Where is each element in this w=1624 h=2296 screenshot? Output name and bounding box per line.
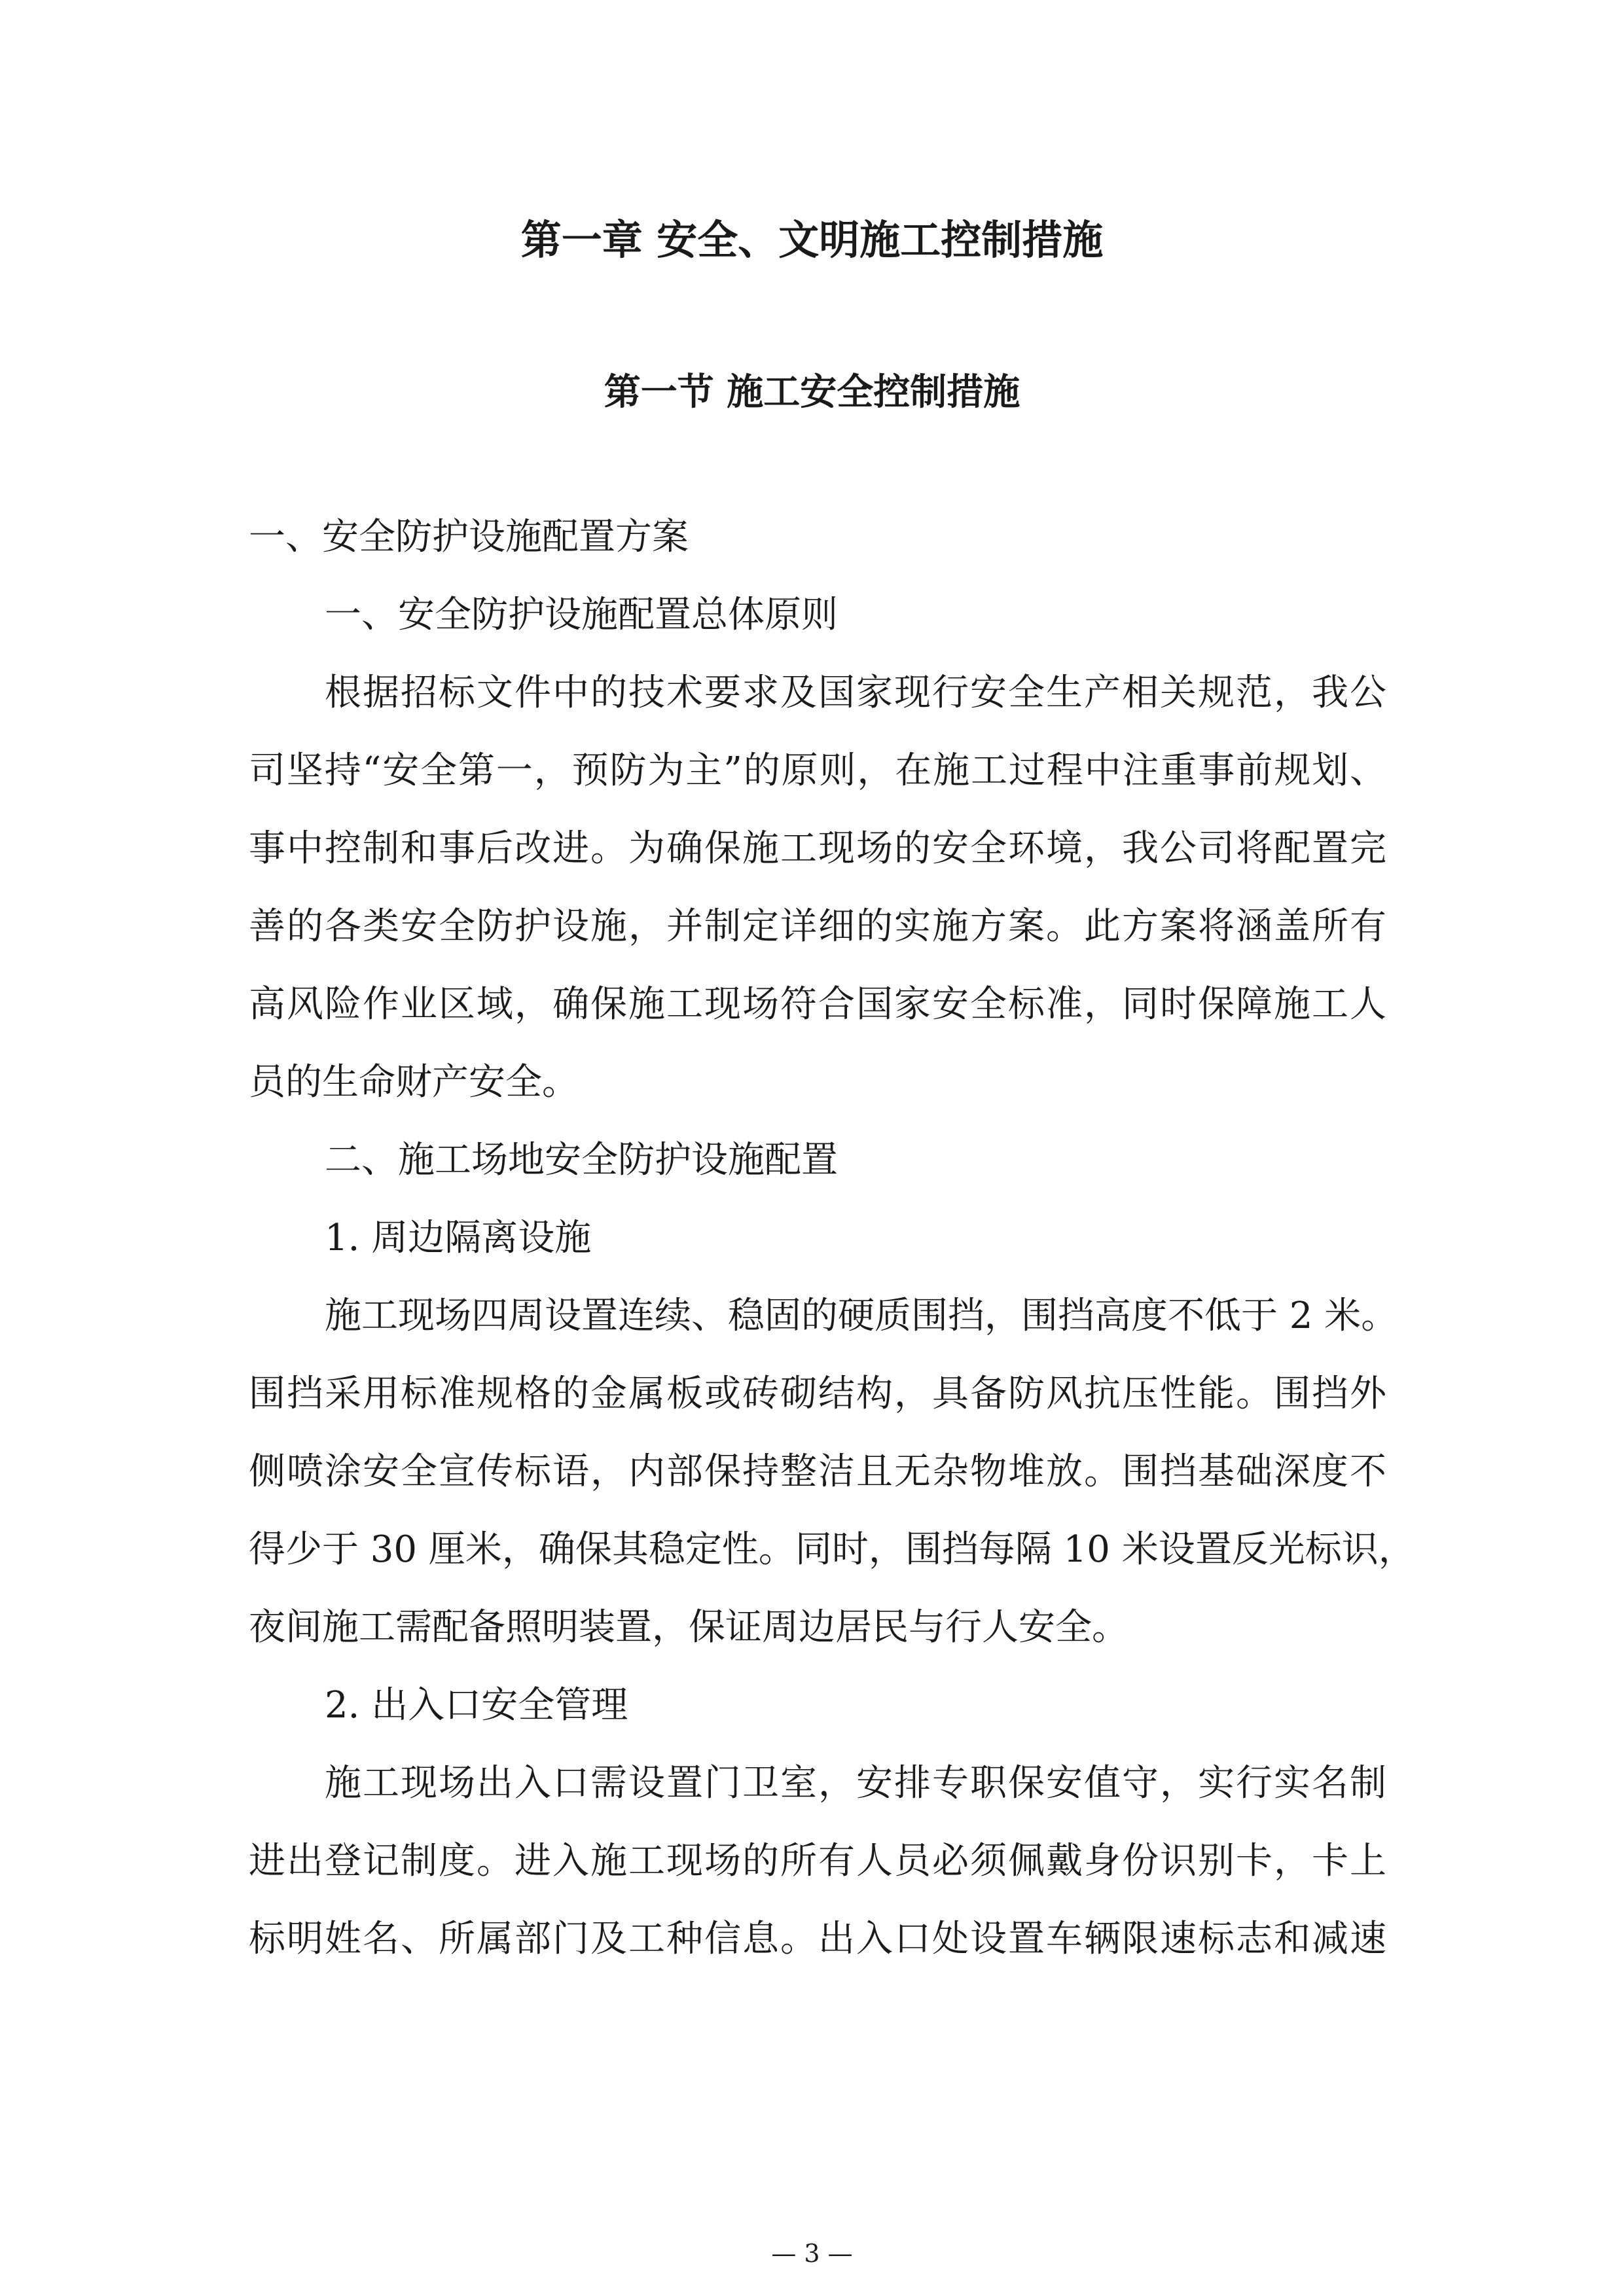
paragraph-1-line: 员的生命财产安全。 [249,1061,579,1103]
heading-1-1: 一、安全防护设施配置总体原则 [325,594,838,636]
paragraph-2-line: 夜间施工需配备照明装置，保证周边居民与行人安全。 [249,1606,1128,1649]
section-title: 第一节 施工安全控制措施 [604,371,1020,414]
heading-1-2: 二、施工场地安全防护设施配置 [325,1139,838,1181]
paragraph-1-line: 高风险作业区域，确保施工现场符合国家安全标准，同时保障施工人 [249,983,1386,1026]
chapter-title: 第一章 安全、文明施工控制措施 [520,216,1104,264]
paragraph-1-line: 司坚持“安全第一，预防为主”的原则，在施工过程中注重事前规划、 [249,749,1386,792]
document-body [249,508,1415,1988]
paragraph-3-line: 施工现场出入口需设置门卫室，安排专职保安值守，实行实名制 [325,1762,1386,1804]
item-2-title: 2. 出入口安全管理 [325,1684,628,1727]
paragraph-2-line: 侧喷涂安全宣传标语，内部保持整洁且无杂物堆放。围挡基础深度不 [249,1450,1386,1493]
paragraph-3-line: 进出登记制度。进入施工现场的所有人员必须佩戴身份识别卡，卡上 [249,1840,1386,1882]
paragraph-1-line: 根据招标文件中的技术要求及国家现行安全生产相关规范，我公 [325,672,1386,714]
paragraph-2-line: 围挡采用标准规格的金属板或砖砌结构，具备防风抗压性能。围挡外 [249,1372,1386,1415]
paragraph-2-line: 施工现场四周设置连续、稳固的硬质围挡，围挡高度不低于 2 米。 [325,1295,1398,1337]
item-1-title: 1. 周边隔离设施 [325,1217,592,1259]
page-number: — 3 — [771,2239,853,2268]
paragraph-1-line: 事中控制和事后改进。为确保施工现场的安全环境，我公司将配置完 [249,827,1386,870]
heading-1: 一、安全防护设施配置方案 [249,516,689,558]
paragraph-1-line: 善的各类安全防护设施，并制定详细的实施方案。此方案将涵盖所有 [249,905,1386,948]
paragraph-2-line: 得少于 30 厘米，确保其稳定性。同时，围挡每隔 10 米设置反光标识， [249,1528,1415,1571]
paragraph-3-line: 标明姓名、所属部门及工种信息。出入口处设置车辆限速标志和减速 [249,1918,1386,1960]
